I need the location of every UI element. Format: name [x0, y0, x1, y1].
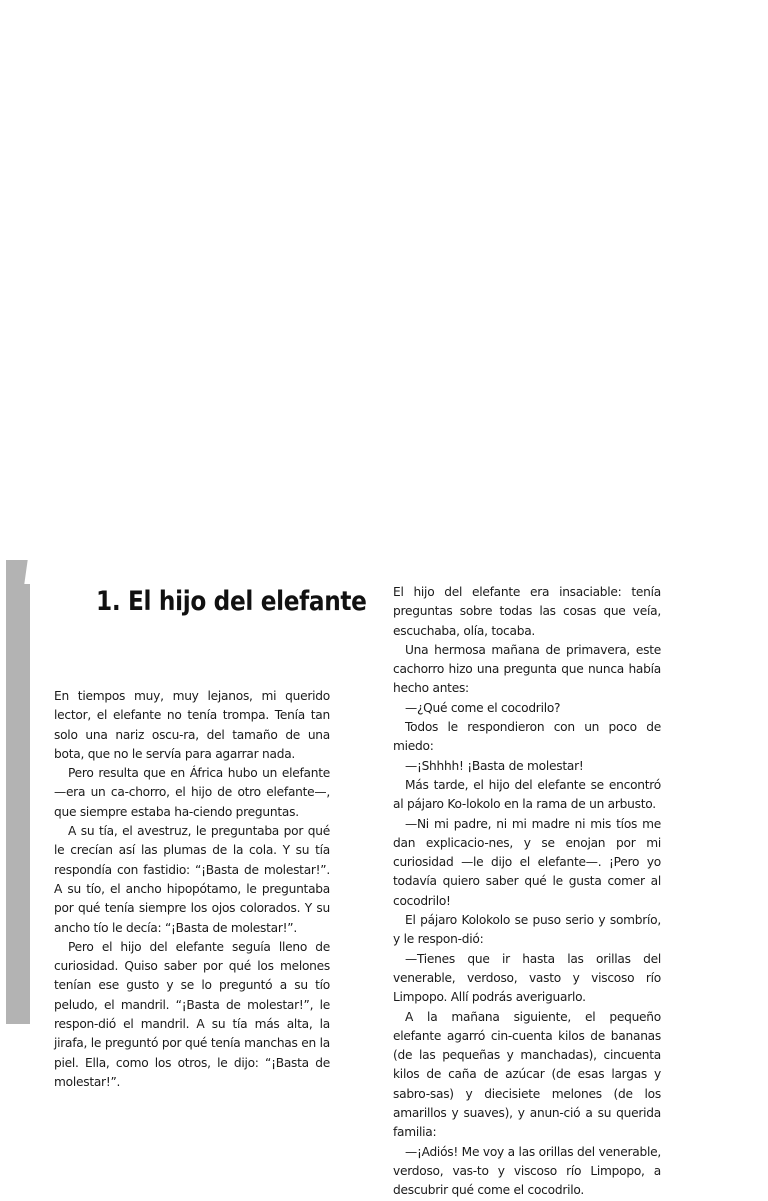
dialogue-line: —Tienes que ir hasta las orillas del venerable, verdoso, vasto y viscoso río Limpopo. Allí podrás averiguarlo.: [393, 951, 661, 1005]
paragraph: En tiempos muy, muy lejanos, mi querido lector, el elefante no tenía trompa. Tenía tan solo una nariz oscu-ra, del tamaño de una bota, que no le servía para agarrar nada.: [54, 689, 330, 761]
chapter-title: 1. El hijo del elefante: [96, 586, 367, 617]
paragraph: Todos le respondieron con un poco de miedo:: [393, 720, 661, 754]
dialogue-line: —¡Adiós! Me voy a las orillas del venerable, verdoso, vas-to y viscoso río Limpopo, a descubrir qué come el cocodrilo.: [393, 1144, 661, 1198]
paragraph: Pero resulta que en África hubo un elefante —era un ca-chorro, el hijo de otro elefante—, que siempre estaba ha-ciendo preguntas.: [54, 766, 330, 819]
paragraph: El hijo del elefante era insaciable: tenía preguntas sobre todas las cosas que veía, escuchaba, olía, tocaba.: [393, 585, 661, 638]
blank-page-area: [0, 0, 768, 560]
paragraph: A su tía, el avestruz, le preguntaba por qué le crecían así las plumas de la cola. Y su tía respondía con fastidio: “¡Basta de molestar!”. A su tío, el ancho hipopótamo, le preguntaba por qué tenía siempre los ojos colorados. Y su ancho tío le decía: “¡Basta de molestar!”.: [54, 824, 330, 935]
paragraph: A la mañana siguiente, el pequeño elefante agarró cin-cuenta kilos de bananas (de las pequeñas y manchadas), cincuenta kilos de caña de azúcar (de esas largas y sabro-sas) y diecisiete melones (de los amarillos y suaves), y anun-ció a su querida familia:: [393, 1009, 661, 1140]
left-text-column: [54, 687, 330, 1092]
dialogue-line: —¡Shhhh! ¡Basta de molestar!: [405, 758, 584, 773]
paragraph: El pájaro Kolokolo se puso serio y sombrío, y le respon-dió:: [393, 913, 661, 947]
paragraph: Una hermosa mañana de primavera, este cachorro hizo una pregunta que nunca había hecho antes:: [393, 642, 661, 696]
page-edge-bar: [6, 560, 30, 1024]
right-text-column: [393, 583, 661, 1201]
paragraph: Más tarde, el hijo del elefante se encontró al pájaro Ko-lokolo en la rama de un arbusto.: [393, 777, 661, 812]
dialogue-line: —¿Qué come el cocodrilo?: [405, 700, 561, 715]
dialogue-line: —Ni mi padre, ni mi madre ni mis tíos me dan explicacio-nes, y se enojan por mi curiosidad —le dijo el elefante—. ¡Pero yo todavía quiero saber qué le gusta comer al cocodrilo!: [393, 816, 661, 908]
paragraph: Pero el hijo del elefante seguía lleno de curiosidad. Quiso saber por qué los melones tenían ese gusto y se lo preguntó a su tío peludo, el mandril. “¡Basta de molestar!”, le respon-dió el mandril. A su tía más alta, la jirafa, le preguntó por qué tenía manchas en la piel. Ella, como los otros, le dijo: “¡Basta de molestar!”.: [54, 939, 330, 1089]
